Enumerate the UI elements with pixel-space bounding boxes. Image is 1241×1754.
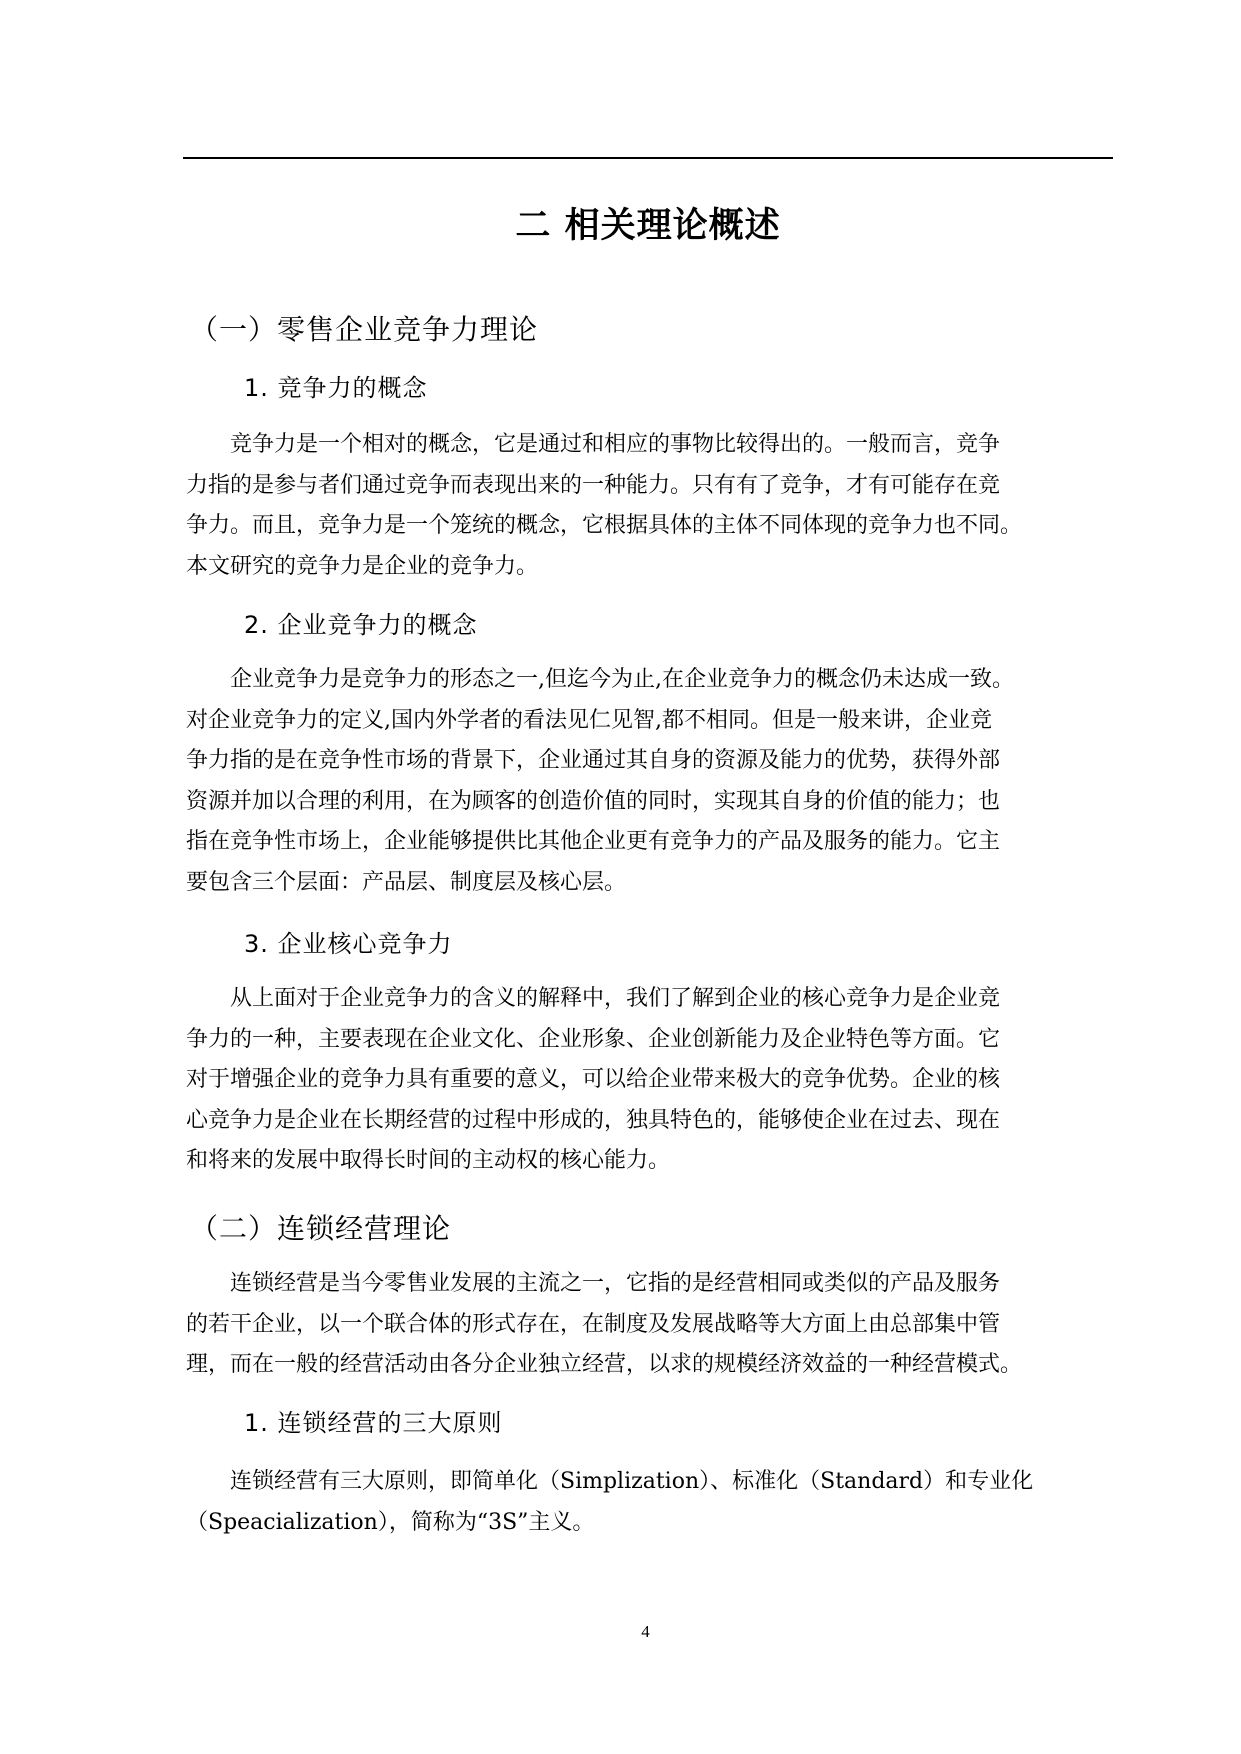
text-line: 要包含三个层面：产品层、制度层及核心层。 bbox=[186, 869, 627, 895]
text-line: 的若干企业，以一个联合体的形式存在，在制度及发展战略等大方面上由总部集中管 bbox=[186, 1311, 1001, 1337]
text-line: 连锁经营有三大原则，即简单化（Simplization）、标准化（Standard）和专业化 bbox=[186, 1469, 1034, 1494]
paragraph-2 bbox=[186, 1264, 1116, 1386]
header-rule bbox=[183, 157, 1113, 159]
text-line: 和将来的发展中取得长时间的主动权的核心能力。 bbox=[186, 1148, 671, 1173]
chapter-title: 二 相关理论概述 bbox=[515, 206, 781, 246]
paragraph-1-1 bbox=[186, 425, 1116, 587]
paragraph-2-1 bbox=[186, 1462, 1116, 1543]
text-line: 从上面对于企业竞争力的含义的解释中，我们了解到企业的核心竞争力是企业竞 bbox=[186, 986, 1001, 1011]
page-number: 4 bbox=[641, 1622, 650, 1641]
subsection-heading-1-2: 2. 企业竞争力的概念 bbox=[244, 611, 478, 639]
text-line: 本文研究的竞争力是企业的竞争力。 bbox=[186, 553, 539, 579]
text-line: 力指的是参与者们通过竞争而表现出来的一种能力。只有有了竞争，才有可能存在竞 bbox=[186, 472, 1001, 498]
text-line: 争力的一种，主要表现在企业文化、企业形象、企业创新能力及企业特色等方面。它 bbox=[186, 1026, 1001, 1052]
text-line: 竞争力是一个相对的概念，它是通过和相应的事物比较得出的。一般而言，竞争 bbox=[186, 432, 1001, 457]
subsection-heading-1-3: 3. 企业核心竞争力 bbox=[244, 930, 453, 958]
text-line: 企业竞争力是竞争力的形态之一,但迄今为止,在企业竞争力的概念仍未达成一致。 bbox=[186, 667, 1014, 692]
subsection-heading-1-1: 1. 竞争力的概念 bbox=[244, 374, 428, 402]
text-line: 理，而在一般的经营活动由各分企业独立经营，以求的规模经济效益的一种经营模式。 bbox=[186, 1352, 1023, 1377]
text-line: 心竞争力是企业在长期经营的过程中形成的，独具特色的，能够使企业在过去、现在 bbox=[186, 1107, 1001, 1133]
text-line: 连锁经营是当今零售业发展的主流之一，它指的是经营相同或类似的产品及服务 bbox=[186, 1271, 1001, 1296]
text-line: 指在竞争性市场上，企业能够提供比其他企业更有竞争力的产品及服务的能力。它主 bbox=[186, 829, 1001, 854]
section-heading-1: （一）零售企业竞争力理论 bbox=[190, 313, 539, 346]
text-line: 对于增强企业的竞争力具有重要的意义，可以给企业带来极大的竞争优势。企业的核 bbox=[186, 1067, 1001, 1092]
text-line: 争力指的是在竞争性市场的背景下，企业通过其自身的资源及能力的优势，获得外部 bbox=[186, 748, 1001, 773]
text-line: 对企业竞争力的定义,国内外学者的看法见仁见智,都不相同。但是一般来讲，企业竞 bbox=[186, 707, 992, 733]
paragraph-1-3 bbox=[186, 979, 1116, 1182]
text-line: 争力。而且，竞争力是一个笼统的概念，它根据具体的主体不同体现的竞争力也不同。 bbox=[186, 513, 1023, 538]
text-line: （Speacialization），简称为“3S”主义。 bbox=[186, 1509, 595, 1535]
text-line: 资源并加以合理的利用，在为顾客的创造价值的同时，实现其自身的价值的能力；也 bbox=[186, 788, 1001, 814]
section-heading-2: （二）连锁经营理论 bbox=[190, 1212, 452, 1245]
paragraph-1-2 bbox=[186, 660, 1116, 903]
subsection-heading-2-1: 1. 连锁经营的三大原则 bbox=[244, 1409, 503, 1437]
